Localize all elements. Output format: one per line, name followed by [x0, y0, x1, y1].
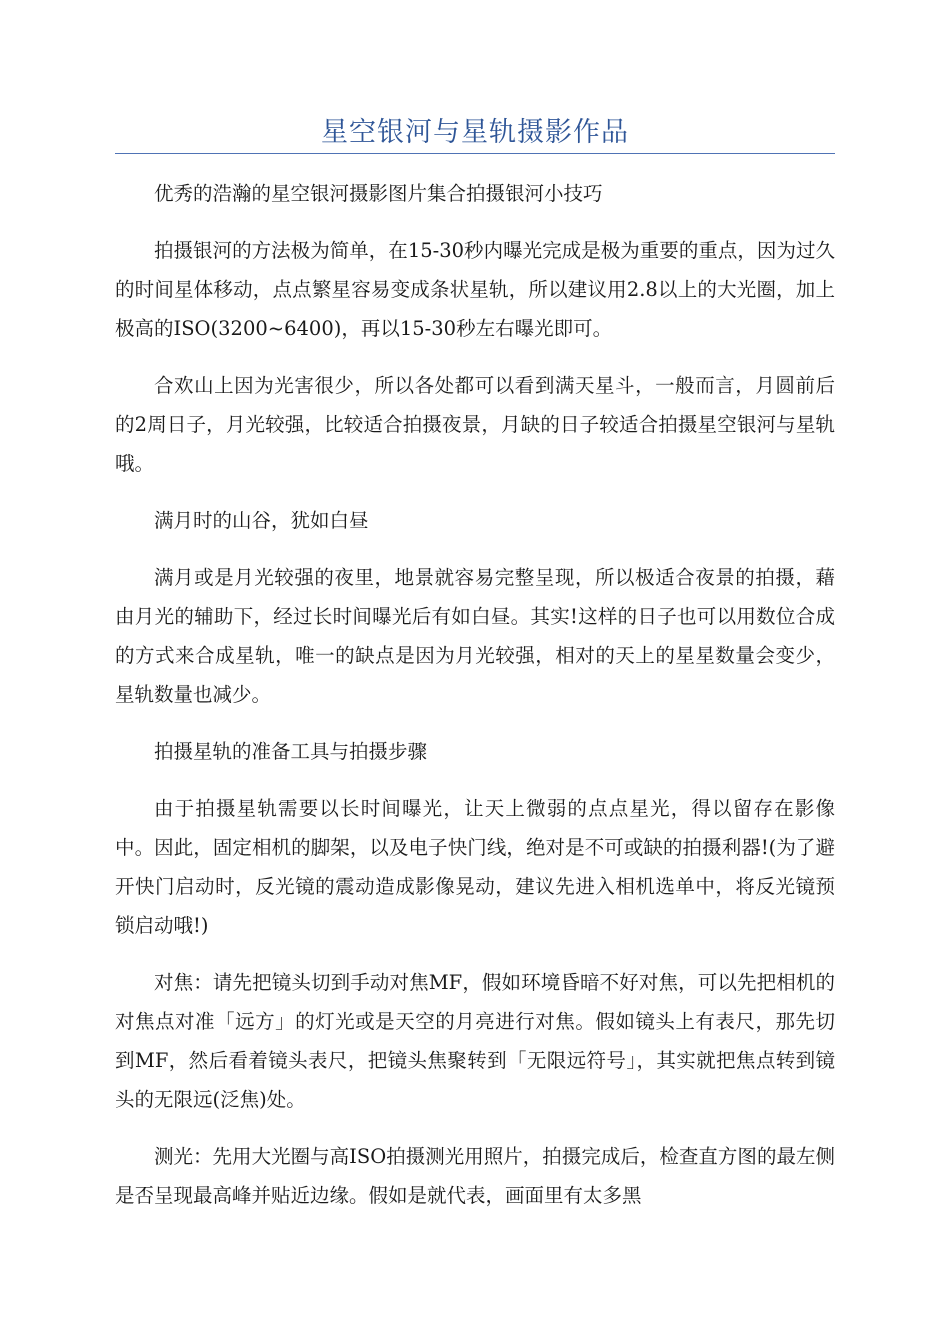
paragraph-intro: 优秀的浩瀚的星空银河摄影图片集合拍摄银河小技巧: [154, 182, 603, 205]
paragraph-focus: 对焦：请先把镜头切到手动对焦MF，假如环境昏暗不好对焦，可以先把相机的对焦点对准「远方」的灯光或是天空的月亮进行对焦。假如镜头上有表尺，那先切到MF，然后看着镜头表尺，把镜头焦聚转到「无限远符号」，其实就把焦点转到镜头的无限远(泛焦)处。: [115, 971, 835, 1111]
paragraph-hehuan-mountain: 合欢山上因为光害很少，所以各处都可以看到满天星斗，一般而言，月圆前后的2周日子，月光较强，比较适合拍摄夜景，月缺的日子较适合拍摄星空银河与星轨哦。: [115, 374, 835, 475]
paragraph-star-trail-heading: 拍摄星轨的准备工具与拍摄步骤: [154, 740, 428, 763]
paragraph-full-moon-heading: 满月时的山谷，犹如白昼: [154, 509, 369, 532]
paragraph-full-moon-night: 满月或是月光较强的夜里，地景就容易完整呈现，所以极适合夜景的拍摄，藉由月光的辅助下，经过长时间曝光后有如白昼。其实!这样的日子也可以用数位合成的方式来合成星轨，唯一的缺点是因为月光较强，相对的天上的星星数量会变少，星轨数量也减少。: [115, 566, 835, 706]
paragraph-milky-way-method: 拍摄银河的方法极为简单，在15-30秒内曝光完成是极为重要的重点，因为过久的时间星体移动，点点繁星容易变成条状星轨，所以建议用2.8以上的大光圈，加上极高的ISO(3200~6400)，再以15-30秒左右曝光即可。: [115, 239, 835, 340]
document-title: 星空银河与星轨摄影作品: [321, 117, 629, 148]
paragraph-tools: 由于拍摄星轨需要以长时间曝光，让天上微弱的点点星光，得以留存在影像中。因此，固定相机的脚架，以及电子快门线，绝对是不可或缺的拍摄利器!(为了避开快门启动时，反光镜的震动造成影像晃动，建议先进入相机选单中，将反光镜预锁启动哦!): [115, 797, 835, 937]
document-body: [115, 174, 835, 1233]
paragraph-metering: 测光：先用大光圈与高ISO拍摄测光用照片，拍摄完成后，检查直方图的最左侧是否呈现最高峰并贴近边缘。假如是就代表，画面里有太多黑: [115, 1145, 835, 1207]
title-underline: [115, 153, 835, 154]
